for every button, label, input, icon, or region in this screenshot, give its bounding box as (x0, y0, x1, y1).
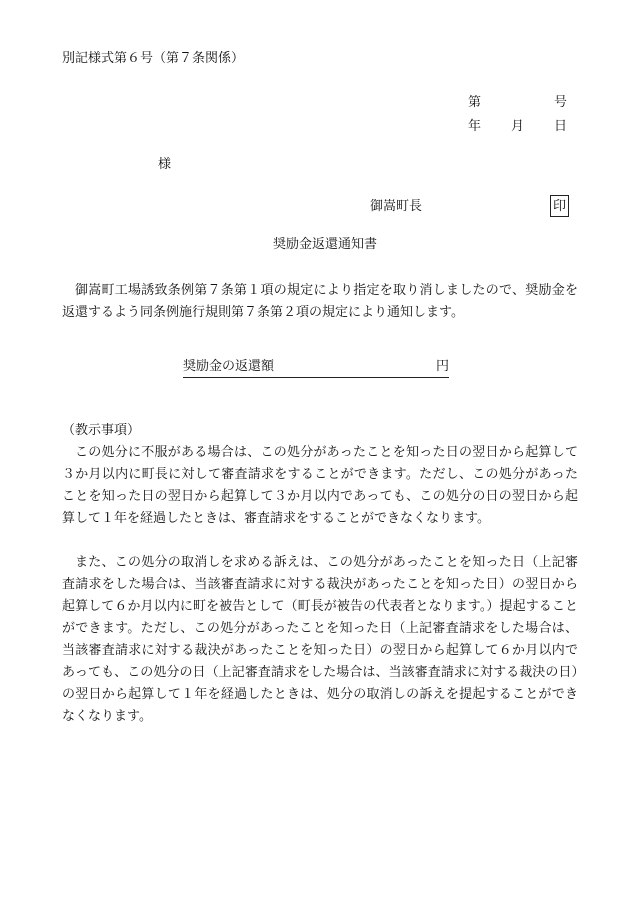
notice-heading: （教示事項） (62, 423, 141, 438)
seal-mark: 印 (550, 195, 569, 217)
form-label: 別記様式第６号（第７条関係） (62, 51, 245, 66)
refund-amount-label: 奨励金の返還額 (183, 359, 275, 374)
number-suffix: 号 (554, 95, 568, 110)
month-label: 月 (511, 119, 525, 134)
date-row (468, 120, 578, 144)
refund-amount-unit: 円 (435, 359, 449, 374)
sender-name: 御嵩町長 (370, 199, 423, 214)
number-prefix: 第 (468, 95, 482, 110)
notice-paragraph-1: この処分に不服がある場合は、この処分があったことを知った日の翌日から起算して３か月以内に町長に対して審査請求をすることができます。ただし、この処分があったことを知った日の翌日から起算して３か月以内であっても、この処分の日の翌日から起算して１年を経過したときは、審査請求をすることができなくなります。 (62, 445, 578, 526)
year-label: 年 (468, 119, 482, 134)
recipient-honorific: 様 (158, 157, 172, 172)
refund-amount-line (183, 360, 449, 378)
document-title: 奨励金返還通知書 (272, 237, 377, 252)
notice-paragraph-2: また、この処分の取消しを求める訴えは、この処分があったことを知った日（上記審査請求をした場合は、当該審査請求に対する裁決があったことを知った日）の翌日から起算して６か月以内に町を被告として（町長が被告の代表者となります。）提起することができます。ただし、この処分があったことを知った日（上記審査請求をした場合は、当該審査請求に対する裁決があったことを知った日）の翌日から起算して６か月以内であっても、この処分の日（上記審査請求をした場合は、当該審査請求に対する裁決の日）の翌日から起算して１年を経過したときは、処分の取消しの訴えを提起することができなくなります。 (62, 555, 578, 724)
document-number-date-block (468, 96, 578, 144)
document-number-row (468, 96, 578, 120)
day-label: 日 (554, 119, 568, 134)
body-paragraph: 御嵩町工場誘致条例第７条第１項の規定により指定を取り消しましたので、奨励金を返還するよう同条例施行規則第７条第２項の規定により通知します。 (62, 283, 578, 320)
